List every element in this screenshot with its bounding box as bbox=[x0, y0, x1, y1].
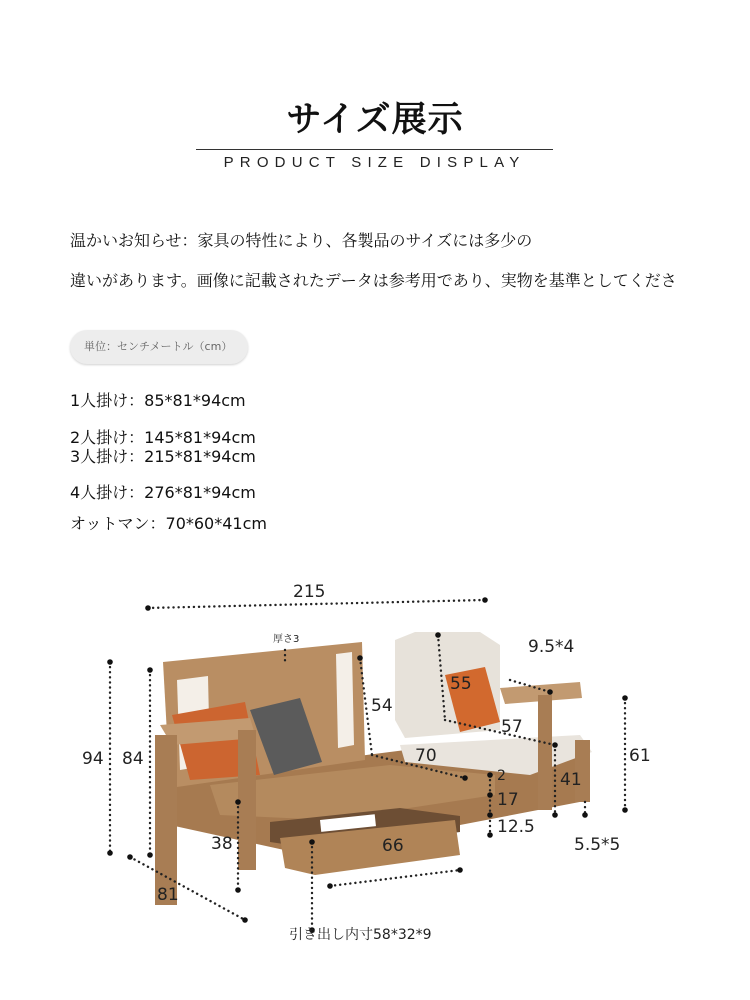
label-back-thickness: 厚さ3 bbox=[273, 634, 300, 645]
back-opening-right bbox=[336, 652, 354, 748]
label-dim-17: 17 bbox=[497, 790, 519, 810]
label-seat-length: 70 bbox=[415, 746, 437, 766]
label-cushion-back: 55 bbox=[450, 674, 472, 694]
notice-line-2: 違いがあります。画像に記載されたデータは参考用であり、実物を基準としてくださ bbox=[70, 271, 677, 290]
label-armrest-size: 9.5*4 bbox=[528, 637, 575, 657]
label-total-width: 215 bbox=[293, 582, 326, 602]
notice-line-1: 温かいお知らせ：家具の特性により、各製品のサイズには多少の bbox=[70, 231, 533, 250]
label-seat-depth: 57 bbox=[501, 717, 523, 737]
size-1-seater: 1人掛け：85*81*94cm bbox=[70, 391, 246, 410]
label-total-height: 94 bbox=[82, 749, 104, 769]
size-4-seater: 4人掛け：276*81*94cm bbox=[70, 483, 256, 502]
label-dim-12-5: 12.5 bbox=[497, 817, 535, 837]
size-ottoman: オットマン：70*60*41cm bbox=[70, 514, 267, 533]
label-chaise-height: 41 bbox=[560, 770, 582, 790]
unit-badge: 単位：センチメートル（cm） bbox=[70, 330, 248, 364]
size-3-seater: 3人掛け：215*81*94cm bbox=[70, 447, 256, 466]
label-back-frame-height: 84 bbox=[122, 749, 144, 769]
label-depth: 81 bbox=[157, 885, 179, 905]
left-rear-leg bbox=[238, 730, 256, 870]
label-dim-2: 2 bbox=[497, 768, 506, 784]
dim-line-drawer-width bbox=[330, 870, 460, 886]
label-drawer-height: 38 bbox=[211, 834, 233, 854]
size-2-seater: 2人掛け：145*81*94cm bbox=[70, 428, 256, 447]
title-divider bbox=[196, 149, 553, 150]
sofa-illustration bbox=[60, 570, 700, 960]
dim-line-depth bbox=[130, 857, 245, 920]
page-title: サイズ展示 bbox=[286, 100, 464, 140]
left-front-leg bbox=[155, 735, 177, 905]
label-drawer-width: 66 bbox=[382, 836, 404, 856]
label-arm-height: 61 bbox=[629, 746, 651, 766]
label-back-height: 54 bbox=[371, 696, 393, 716]
page-subtitle: PRODUCT SIZE DISPLAY bbox=[223, 154, 526, 171]
right-arm-post bbox=[538, 695, 552, 810]
label-drawer-inner: 引き出し内寸58*32*9 bbox=[289, 927, 432, 943]
label-leg-size: 5.5*5 bbox=[574, 835, 621, 855]
sofa-dimension-diagram bbox=[60, 570, 700, 960]
